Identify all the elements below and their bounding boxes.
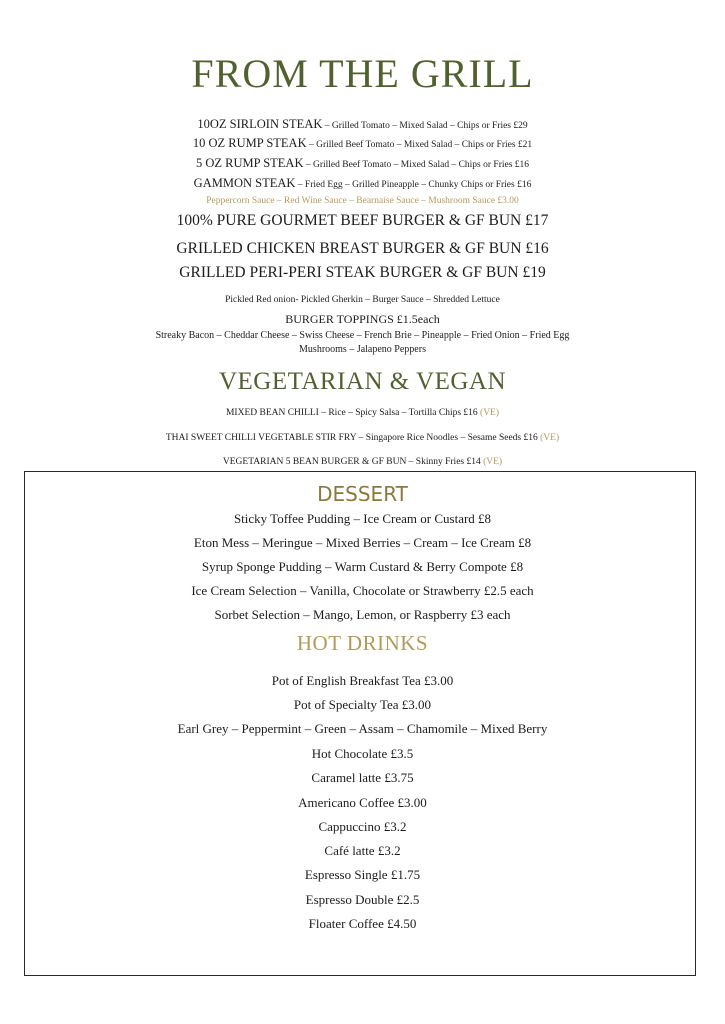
menu-item-sirloin xyxy=(0,117,725,132)
sauces-line: Peppercorn Sauce – Red Wine Sauce – Bearnaise Sauce – Mushroom Sauce £3.00 xyxy=(206,196,519,206)
dessert-title: DESSERT xyxy=(317,482,408,506)
vegan-badge: (VE) xyxy=(540,433,560,443)
burger-beef: 100% PURE GOURMET BEEF BURGER & GF BUN £17 xyxy=(176,212,549,229)
item-name: 5 OZ RUMP STEAK xyxy=(195,156,304,170)
drink-item: Cappuccino £3.2 xyxy=(318,819,407,834)
drink-item: Espresso Single £1.75 xyxy=(304,867,421,882)
item-description: – Grilled Tomato – Mixed Salad – Chips or Fries £29 xyxy=(322,121,528,131)
burger-garnish: Pickled Red onion- Pickled Gherkin – Burger Sauce – Shredded Lettuce xyxy=(225,295,500,305)
item-description: – Grilled Beef Tomato – Mixed Salad – Chips or Fries £21 xyxy=(306,140,533,150)
vegan-badge: (VE) xyxy=(483,457,503,467)
item-text: MIXED BEAN CHILLI – Rice – Spicy Salsa – Tortilla Chips £16 xyxy=(225,408,481,418)
vegetarian-title: VEGETARIAN & VEGAN xyxy=(218,368,507,395)
item-text: VEGETARIAN 5 BEAN BURGER & GF BUN – Skinny Fries £14 xyxy=(222,457,484,467)
dessert-item: Sticky Toffee Pudding – Ice Cream or Custard £8 xyxy=(233,511,492,526)
item-description: – Fried Egg – Grilled Pineapple – Chunky Chips or Fries £16 xyxy=(295,180,532,190)
item-description: – Grilled Beef Tomato – Mixed Salad – Chips or Fries £16 xyxy=(303,160,530,170)
burger-chicken: GRILLED CHICKEN BREAST BURGER & GF BUN £16 xyxy=(176,240,549,257)
hot-drinks-title: HOT DRINKS xyxy=(296,631,429,655)
burger-toppings-line-1: Streaky Bacon – Cheddar Cheese – Swiss Cheese – French Brie – Pineapple – Fried Onion – Fried Egg xyxy=(155,330,570,341)
dessert-item: Sorbet Selection – Mango, Lemon, or Raspberry £3 each xyxy=(214,607,511,622)
drink-item: Pot of Specialty Tea £3.00 xyxy=(293,697,432,712)
veg-item-chilli xyxy=(0,408,725,418)
drink-item: Americano Coffee £3.00 xyxy=(298,795,427,810)
item-name: GAMMON STEAK xyxy=(193,176,296,190)
item-name: 10 OZ RUMP STEAK xyxy=(192,136,307,150)
drink-item: Espresso Double £2.5 xyxy=(305,892,420,907)
drink-item: Caramel latte £3.75 xyxy=(311,770,414,785)
dessert-item: Eton Mess – Meringue – Mixed Berries – Cream – Ice Cream £8 xyxy=(193,535,532,550)
drink-item: Pot of English Breakfast Tea £3.00 xyxy=(271,673,454,688)
drink-item: Café latte £3.2 xyxy=(324,843,401,858)
drink-item: Earl Grey – Peppermint – Green – Assam – Chamomile – Mixed Berry xyxy=(177,721,548,736)
menu-item-rump-10oz xyxy=(0,136,725,151)
menu-item-rump-5oz xyxy=(0,156,725,171)
burger-toppings-line-2: Mushrooms – Jalapeno Peppers xyxy=(299,344,426,355)
veg-item-stir-fry xyxy=(0,433,725,443)
vegan-badge: (VE) xyxy=(480,408,500,418)
item-name: 10OZ SIRLOIN STEAK xyxy=(197,117,323,131)
drink-item: Hot Chocolate £3.5 xyxy=(311,746,414,761)
grill-title: FROM THE GRILL xyxy=(191,51,534,96)
dessert-item: Ice Cream Selection – Vanilla, Chocolate or Strawberry £2.5 each xyxy=(191,583,534,598)
drink-item: Floater Coffee £4.50 xyxy=(308,916,417,931)
dessert-item: Syrup Sponge Pudding – Warm Custard & Berry Compote £8 xyxy=(201,559,524,574)
burger-toppings-title: BURGER TOPPINGS £1.5each xyxy=(285,312,440,326)
veg-item-bean-burger xyxy=(0,457,725,467)
menu-item-gammon xyxy=(0,176,725,191)
burger-peri-peri: GRILLED PERI-PERI STEAK BURGER & GF BUN £19 xyxy=(179,264,546,281)
item-text: THAI SWEET CHILLI VEGETABLE STIR FRY – Singapore Rice Noodles – Sesame Seeds £16 xyxy=(165,433,541,443)
